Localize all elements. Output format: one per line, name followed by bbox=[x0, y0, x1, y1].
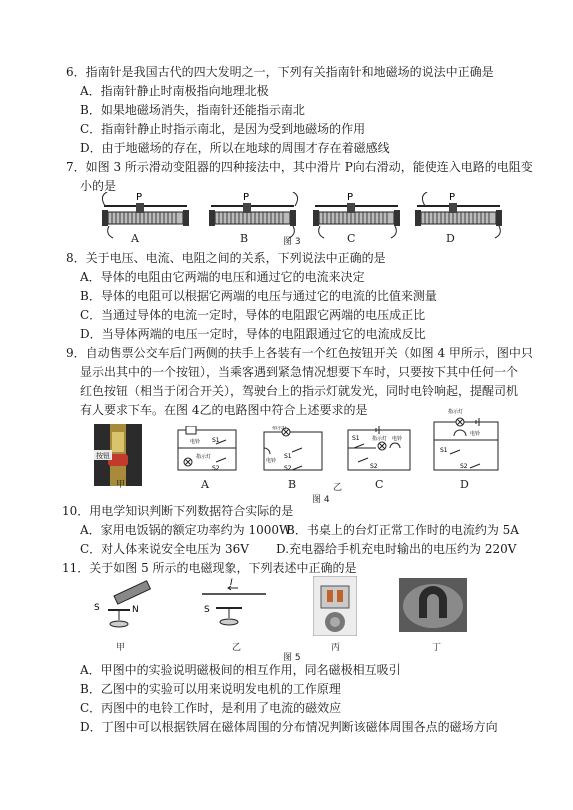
q8-option-d: D．当导体两端的电压一定时，导体的电阻跟通过它的电流成反比 bbox=[80, 327, 426, 341]
q6-option-b: B．如果地磁场消失，指南针还能指示南北 bbox=[80, 103, 305, 117]
q9-d-lamp: 指示灯 bbox=[448, 409, 464, 415]
q9-b-s2: S2 bbox=[284, 465, 292, 472]
q11-figure-yi bbox=[198, 578, 270, 634]
q7-slider-b: P bbox=[243, 192, 250, 203]
q9-line-3: 红色按钮（相当于闭合开关），驾驶台上的指示灯就发光，同时电铃响起，提醒司机 bbox=[80, 384, 519, 398]
q9-a-bell: 电铃 bbox=[190, 439, 201, 445]
q9-circuit-a bbox=[176, 426, 238, 474]
q7-label-b: B bbox=[240, 232, 249, 245]
q10-option-b: B．书桌上的台灯正常工作时的电流约为 5A bbox=[286, 523, 519, 537]
q7-slider-c: P bbox=[347, 192, 354, 203]
q9-d-s1: S1 bbox=[440, 447, 448, 454]
q11-panel-yi: 乙 bbox=[232, 643, 242, 653]
q7-label-c: C bbox=[347, 232, 356, 245]
q9-c-s1: S1 bbox=[352, 435, 360, 442]
q10-option-a: A．家用电饭锅的额定功率约为 1000W bbox=[80, 523, 292, 537]
q9-c-lamp: 指示灯 bbox=[372, 436, 388, 442]
q9-button-text: 按钮 bbox=[96, 452, 110, 460]
q11-figure-jia bbox=[92, 580, 160, 636]
q9-label-d: D bbox=[460, 478, 469, 491]
q8-stem: 8．关于电压、电流、电阻之间的关系，下列说法中正确的是 bbox=[66, 251, 386, 265]
q9-c-s2: S2 bbox=[370, 463, 378, 470]
q11-jia-s: S bbox=[94, 603, 100, 613]
q11-jia-n: N bbox=[132, 605, 139, 615]
q9-figure-caption: 图 4 bbox=[312, 495, 330, 505]
q9-label-b: B bbox=[288, 478, 297, 491]
q6-option-c: C．指南针静止时指示南北，是因为受到地磁场的作用 bbox=[80, 122, 366, 136]
q9-b-lamp: 指示灯 bbox=[272, 426, 288, 431]
q9-a-s1: S1 bbox=[212, 437, 220, 444]
q7-label-a: A bbox=[131, 232, 139, 245]
q11-panel-ding: 丁 bbox=[432, 643, 442, 653]
q11-option-a: A．甲图中的实验说明磁极间的相互作用，同名磁极相互吸引 bbox=[80, 663, 401, 677]
q9-circuit-b bbox=[262, 426, 324, 474]
q9-a-s2: S2 bbox=[212, 465, 220, 472]
q9-a-lamp: 指示灯 bbox=[196, 454, 212, 460]
q10-stem: 10．用电学知识判断下列数据符合实际的是 bbox=[62, 504, 294, 518]
q10-option-d: D.充电器给手机充电时输出的电压约为 220V bbox=[276, 542, 517, 556]
q9-line-1: 9．自动售票公交车后门两侧的扶手上各装有一个红色按钮开关（如图 4 甲所示，图中只 bbox=[66, 346, 533, 360]
q9-d-bell: 电铃 bbox=[470, 431, 481, 437]
q9-circuit-d bbox=[430, 406, 502, 474]
q11-yi-current: I bbox=[230, 578, 233, 588]
q6-option-d: D．由于地磁场的存在，所以在地球的周围才存在着磁感线 bbox=[80, 141, 390, 155]
q9-b-bell: 电铃 bbox=[266, 458, 277, 464]
q11-figure-caption: 图 5 bbox=[283, 653, 301, 663]
q7-slider-a: P bbox=[136, 192, 143, 203]
q9-jia-label: 甲 bbox=[116, 480, 126, 490]
q11-figure-bing bbox=[313, 576, 357, 636]
q6-option-a: A．指南针静止时南极指向地理北极 bbox=[80, 84, 269, 98]
q11-yi-s: S bbox=[204, 605, 210, 615]
q10-option-c: C．对人体来说安全电压为 36V bbox=[80, 542, 249, 556]
q9-d-s2: S2 bbox=[460, 463, 468, 470]
q8-option-a: A．导体的电阻由它两端的电压和通过它的电流来决定 bbox=[80, 270, 365, 284]
q11-panel-bing: 丙 bbox=[331, 643, 341, 653]
q6-stem: 6．指南针是我国古代的四大发明之一，下列有关指南针和地磁场的说法中正确是 bbox=[66, 65, 494, 79]
q9-label-c: C bbox=[375, 478, 384, 491]
q11-option-c: C．丙图中的电铃工作时，是利用了电流的磁效应 bbox=[80, 701, 342, 715]
q9-line-4: 有人要求下车。在图 4乙的电路图中符合上述要求的是 bbox=[80, 403, 368, 417]
q7-slider-d: P bbox=[449, 192, 456, 203]
q9-circuit-c bbox=[346, 426, 412, 474]
q9-b-s1: S1 bbox=[284, 453, 292, 460]
q7-figure-caption: 图 3 bbox=[283, 237, 301, 247]
q11-option-d: D．丁图中可以根据铁屑在磁体周围的分布情况判断该磁体周围各点的磁场方向 bbox=[80, 720, 498, 734]
q7-label-d: D bbox=[446, 232, 455, 245]
q8-option-c: C．当通过导体的电流一定时，导体的电阻跟它两端的电压成正比 bbox=[80, 308, 426, 322]
q11-panel-jia: 甲 bbox=[116, 643, 126, 653]
q7-stem: 7．如图 3 所示滑动变阻器的四种接法中，其中滑片 P向右滑动，能使连入电路的电阻变 bbox=[66, 160, 533, 174]
q7-stem-cont: 小的是 bbox=[80, 179, 117, 193]
q9-label-a: A bbox=[201, 478, 209, 491]
q11-option-b: B．乙图中的实验可以用来说明发电机的工作原理 bbox=[80, 682, 341, 696]
q11-stem: 11．关于如图 5 所示的电磁现象，下列表述中正确的是 bbox=[62, 561, 357, 575]
q8-option-b: B．导体的电阻可以根据它两端的电压与通过它的电流的比值来测量 bbox=[80, 289, 437, 303]
q9-line-2: 显示出其中的一个按钮），当乘客遇到紧急情况想要下车时，只要按下其中任何一个 bbox=[80, 365, 519, 379]
q9-c-bell: 电铃 bbox=[392, 436, 403, 442]
q9-yi-label: 乙 bbox=[333, 483, 343, 493]
q11-figure-ding bbox=[399, 578, 467, 632]
